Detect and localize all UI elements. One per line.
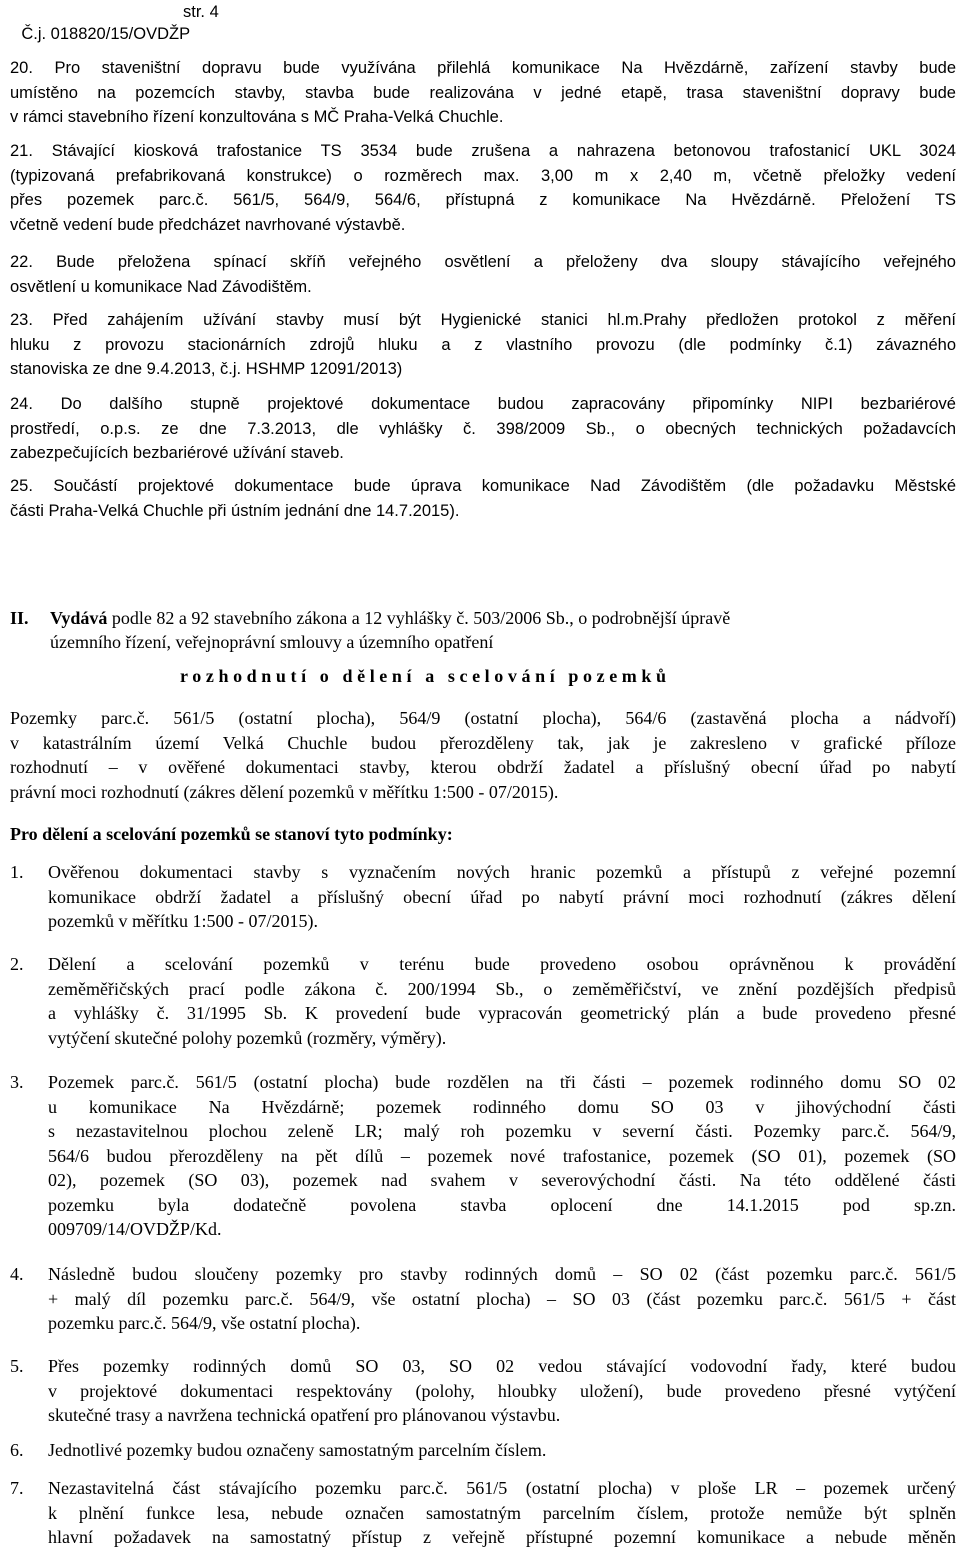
condition-line: v projektové dokumentaci respektovány (polohy, hloubky uložení), bude provedeno přesné vytýčení xyxy=(48,1380,956,1401)
condition-line: 23. Před zahájením užívání stavby musí být Hygienické stanici hl.m.Prahy předložen protokol z měření xyxy=(10,311,956,329)
condition-line: umístěno na pozemcích stavby, stavba bude realizována v jedné etapě, trasa staveništní dopravy bude xyxy=(10,83,956,102)
condition-21 xyxy=(10,139,956,237)
condition-line: 25. Součástí projektové dokumentace bude úprava komunikace Nad Závodištěm (dle požadavku Městské xyxy=(10,477,956,495)
condition-line: pozemků v měřítku 1:500 - 07/2015). xyxy=(48,911,318,931)
intro-line: Pozemky parc.č. 561/5 (ostatní plocha), 564/9 (ostatní plocha), 564/6 (zastavěná plocha a nádvoří) xyxy=(10,708,956,728)
condition-line: Jednotlivé pozemky budou označeny samostatným parcelním číslem. xyxy=(48,1440,547,1460)
condition-line: 009709/14/OVDŽP/Kd. xyxy=(48,1219,222,1239)
condition-line: zabezpečujících bezbariérové užívání staveb. xyxy=(10,444,344,462)
condition-line: (typizovaná prefabrikovaná konstrukce) o rozměrech max. 3,00 m x 2,40 m, včetně přeložky vedení xyxy=(10,166,956,185)
intro-paragraph xyxy=(10,706,956,804)
issues-label: Vydává xyxy=(50,608,108,628)
condition-22 xyxy=(10,250,956,299)
condition-line: 22. Bude přeložena spínací skříň veřejného osvětlení a přeloženy dva sloupy stávajícího veřejného xyxy=(10,253,956,271)
intro-line: rozhodnutí – v ověřené dokumentaci stavby, kterou obdrží žadatel a příslušný obecní úřad po nabytí xyxy=(10,757,956,777)
condition-line: Následně budou sloučeny pozemky pro stavby rodinných domů – SO 02 (část pozemku parc.č. 561/5 xyxy=(48,1264,956,1284)
condition-line: zeměměřičských prací podle zákona č. 200/1994 Sb., o zeměměřičství, ve znění pozdějších předpisů xyxy=(48,978,956,999)
decision-title: rozhodnutí o dělení a scelování pozemků xyxy=(180,666,671,686)
condition-line: + malý díl pozemku parc.č. 564/9, vše ostatní plocha) – SO 03 (část pozemku parc.č. 561/5 + část xyxy=(48,1288,956,1309)
condition-20 xyxy=(10,56,956,130)
reference-number: Č.j. 018820/15/OVDŽP xyxy=(21,25,191,43)
condition-number: 4. xyxy=(10,1264,24,1284)
condition-line: včetně vedení bude předcházet navrhované výstavbě. xyxy=(10,215,406,234)
condition-number: 5. xyxy=(10,1356,24,1376)
condition-line: Ověřenou dokumentaci stavby s vyznačením nových hranic pozemků a přístupů z veřejné pozemní xyxy=(48,862,956,882)
condition-number: 7. xyxy=(10,1478,24,1498)
condition-line: 02), pozemek (SO 03), pozemek nad svahem v severovýchodní části. Na této oddělené části xyxy=(48,1170,956,1190)
condition-line: k plnění funkce lesa, nebude označen samostatným parcelním číslem, protože nemůže být splněn xyxy=(48,1502,956,1523)
intro-line: právní moci rozhodnutí (zákres dělení pozemků v měřítku 1:500 - 07/2015). xyxy=(10,781,559,802)
condition-line: části Praha-Velká Chuchle při ústním jednání dne 14.7.2015). xyxy=(10,501,460,520)
condition-line: s nezastavitelnou plochou zeleně LR; malý roh pozemku v severní části. Pozemky parc.č. 564/9, xyxy=(48,1121,956,1141)
condition-line: osvětlení u komunikace Nad Závodištěm. xyxy=(10,277,312,296)
condition-line: prostředí, o.p.s. ze dne 7.3.2013, dle vyhlášky č. 398/2009 Sb., o obecných technických požadavcích xyxy=(10,419,956,438)
intro-line: v katastrálním území Velká Chuchle budou přerozděleny tak, jak je zakresleno v grafické příloze xyxy=(10,732,956,753)
page-number: str. 4 xyxy=(183,3,219,21)
condition-24 xyxy=(10,392,956,466)
condition-line: hluku z provozu stacionárních zdrojů hluku a z vlastního provozu (dle podmínky č.1) závazného xyxy=(10,335,956,354)
condition-line: 21. Stávající kiosková trafostanice TS 3534 bude zrušena a nahrazena betonovou trafostanicí UKL 3024 xyxy=(10,142,956,160)
condition-23 xyxy=(10,308,956,382)
condition-line: Nezastavitelná část stávajícího pozemku parc.č. 561/5 (ostatní plocha) v ploše LR – pozemek určený xyxy=(48,1478,956,1498)
section-II-line: územního řízení, veřejnoprávní smlouvy a územního opatření xyxy=(50,632,494,652)
condition-line: a vyhlášky č. 31/1995 Sb. K provedení bude vypracován geometrický plán a bude provedeno přesné xyxy=(48,1003,956,1023)
condition-line: skutečné trasy a navržena technická opatření pro plánovanou výstavbu. xyxy=(48,1405,561,1425)
condition-number: 6. xyxy=(10,1440,24,1460)
condition-line: Dělení a scelování pozemků v terénu bude provedeno osobou oprávněnou k provádění xyxy=(48,954,956,974)
condition-line: v rámci stavebního řízení konzultována s MČ Praha-Velká Chuchle. xyxy=(10,108,504,126)
condition-line: přes pozemek parc.č. 561/5, 564/9, 564/6, přístupná z komunikace Na Hvězdárně. Přeložení TS xyxy=(10,191,956,209)
condition-line: Pozemek parc.č. 561/5 (ostatní plocha) bude rozdělen na tři části – pozemek rodinného domu SO 02 xyxy=(48,1072,956,1092)
condition-line: hlavní požadavek na samostatný přístup z veřejně přístupné pozemní komunikace a nebude měněn xyxy=(48,1527,956,1547)
condition-line: 564/6 budou přerozděleny na pět dílů – pozemek nové trafostanice, pozemek (SO 01), pozemek (SO xyxy=(48,1145,956,1166)
condition-number: 2. xyxy=(10,954,24,974)
condition-number: 3. xyxy=(10,1072,24,1092)
condition-line: komunikace obdrží žadatel a příslušný obecní úřad po nabytí právní moci rozhodnutí (zákres dělení xyxy=(48,886,956,907)
condition-line: vytýčení skutečné polohy pozemků (rozměry, výměry). xyxy=(48,1027,447,1048)
condition-25 xyxy=(10,474,956,523)
conditions-heading: Pro dělení a scelování pozemků se stanoví tyto podmínky: xyxy=(10,824,453,844)
condition-line: u komunikace Na Hvězdárně; pozemek rodinného domu SO 03 v jihovýchodní části xyxy=(48,1096,956,1117)
condition-line: 20. Pro staveništní dopravu bude využívána přilehlá komunikace Na Hvězdárně, zařízení stavby bude xyxy=(10,59,956,77)
condition-line: stanoviska ze dne 9.4.2013, č.j. HSHMP 12091/2013) xyxy=(10,360,403,378)
condition-line: Přes pozemky rodinných domů SO 03, SO 02 vedou stávající vodovodní řady, které budou xyxy=(48,1356,956,1376)
condition-number: 1. xyxy=(10,862,24,882)
section-II-text: Vydává podle 82 a 92 stavebního zákona a 12 vyhlášky č. 503/2006 Sb., o podrobnější úpravě územního řízení, veřejnoprávní smlouvy a územního opatření xyxy=(50,606,956,654)
section-numeral: II. xyxy=(10,608,29,628)
condition-line: pozemku parc.č. 564/9, vše ostatní plocha). xyxy=(48,1313,361,1333)
condition-line: pozemku byla dodatečně povolena stavba oplocení dne 14.1.2015 pod sp.zn. xyxy=(48,1194,956,1215)
condition-line: 24. Do dalšího stupně projektové dokumentace budou zapracovány připomínky NIPI bezbariérové xyxy=(10,395,956,413)
